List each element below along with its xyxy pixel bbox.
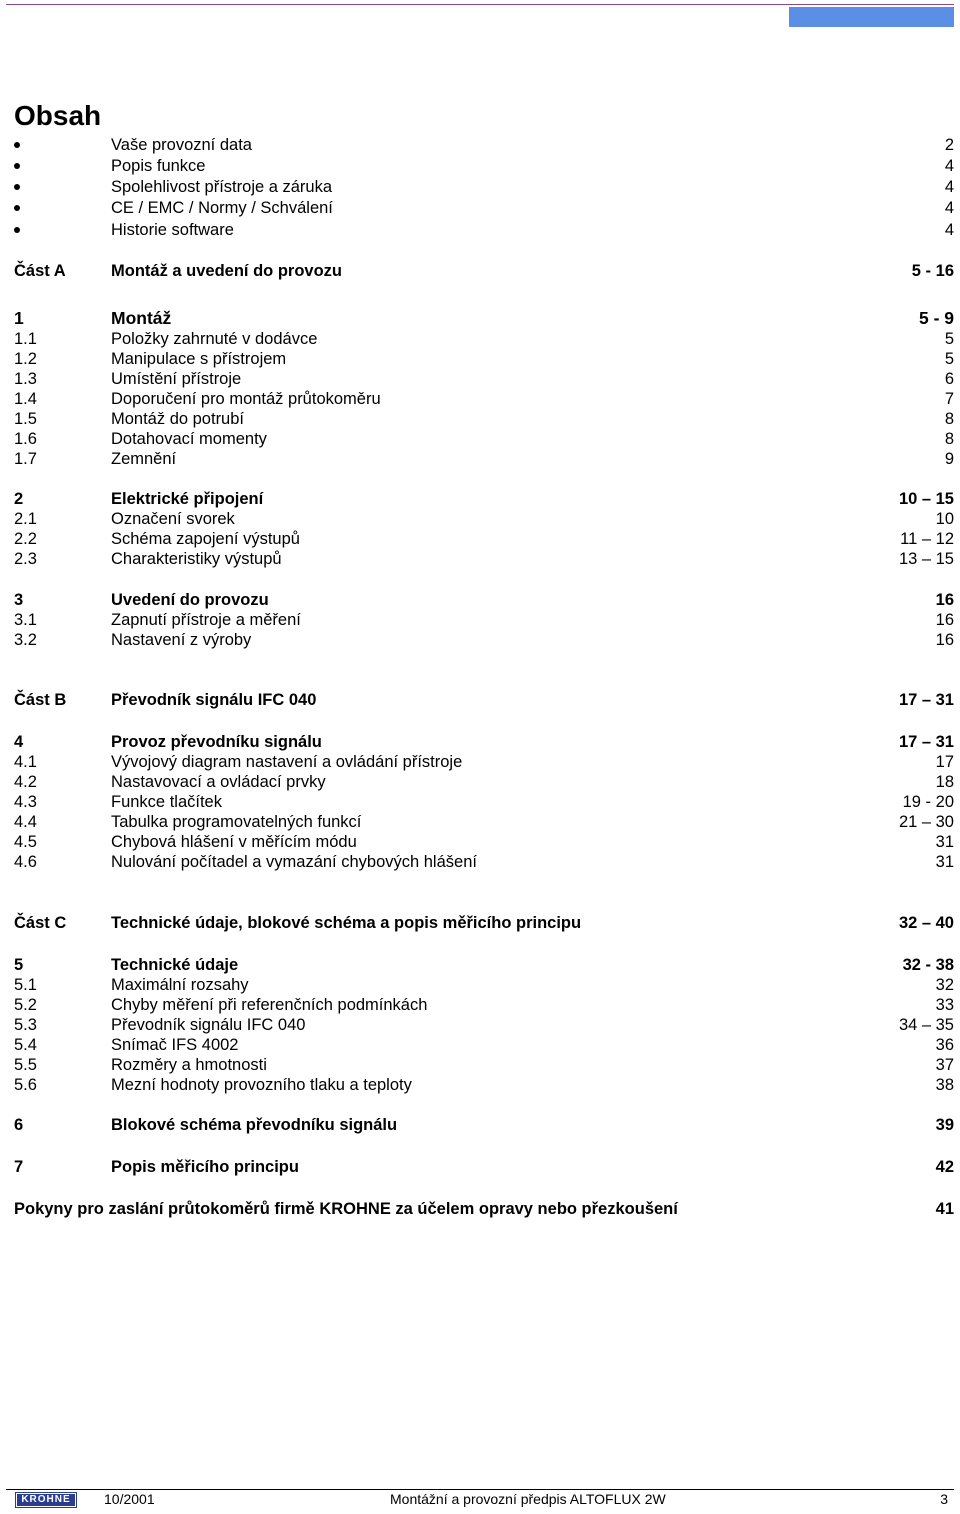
- toc-entry[interactable]: Popis funkce 4: [0, 156, 960, 176]
- toc-entry[interactable]: 1.1 Položky zahrnuté v dodávce 5: [14, 330, 954, 348]
- toc-entry[interactable]: Vaše provozní data 2: [0, 135, 960, 155]
- header-accent-bar: [789, 7, 954, 27]
- toc-entry[interactable]: 5.5 Rozměry a hmotnosti 37: [14, 1056, 954, 1074]
- toc-final-entry[interactable]: Pokyny pro zaslání průtokoměrů firmě KROHNE za účelem opravy nebo přezkoušení 41: [14, 1200, 954, 1218]
- toc-entry[interactable]: 3.1 Zapnutí přístroje a měření 16: [14, 611, 954, 629]
- toc-entry[interactable]: 2.3 Charakteristiky výstupů 13 – 15: [14, 550, 954, 568]
- toc-entry[interactable]: 4.1 Vývojový diagram nastavení a ovládání přístroje 17: [14, 753, 954, 771]
- header-rule: [6, 4, 954, 5]
- toc-entry[interactable]: 1.2 Manipulace s přístrojem 5: [14, 350, 954, 368]
- toc-entry[interactable]: 4.5 Chybová hlášení v měřícím módu 31: [14, 833, 954, 851]
- toc-entry[interactable]: 5.6 Mezní hodnoty provozního tlaku a teploty 38: [14, 1076, 954, 1094]
- bullet-icon: [14, 184, 20, 190]
- toc-entry[interactable]: 5.2 Chyby měření při referenčních podmínkách 33: [14, 996, 954, 1014]
- bullet-icon: [14, 163, 20, 169]
- toc-entry[interactable]: 4.6 Nulování počítadel a vymazání chybových hlášení 31: [14, 853, 954, 871]
- toc-part-c[interactable]: Část C Technické údaje, blokové schéma a popis měřicího principu 32 – 40: [14, 914, 954, 932]
- toc-entry[interactable]: 1.3 Umístění přístroje 6: [14, 370, 954, 388]
- bullet-icon: [14, 142, 20, 148]
- toc-entry[interactable]: 2.1 Označení svorek 10: [14, 510, 954, 528]
- toc-entry[interactable]: Historie software 4: [0, 220, 960, 240]
- krohne-logo: KROHNE: [15, 1492, 77, 1508]
- footer-page-number: 3: [940, 1491, 948, 1507]
- toc-entry[interactable]: 1.5 Montáž do potrubí 8: [14, 410, 954, 428]
- toc-entry[interactable]: 5.4 Snímač IFS 4002 36: [14, 1036, 954, 1054]
- toc-chapter-7[interactable]: 7 Popis měřicího principu 42: [14, 1158, 954, 1176]
- toc-entry[interactable]: 5.3 Převodník signálu IFC 040 34 – 35: [14, 1016, 954, 1034]
- toc-chapter-2[interactable]: 2 Elektrické připojení 10 – 15: [14, 490, 954, 508]
- page-title: Obsah: [14, 100, 102, 131]
- toc-chapter-1[interactable]: 1 Montáž 5 - 9: [14, 308, 954, 328]
- toc-chapter-3[interactable]: 3 Uvedení do provozu 16: [14, 591, 954, 609]
- toc-entry[interactable]: 4.2 Nastavovací a ovládací prvky 18: [14, 773, 954, 791]
- toc-entry[interactable]: 4.4 Tabulka programovatelných funkcí 21 – 30: [14, 813, 954, 831]
- toc-entry[interactable]: CE / EMC / Normy / Schválení 4: [0, 198, 960, 218]
- toc-entry[interactable]: 5.1 Maximální rozsahy 32: [14, 976, 954, 994]
- toc-entry[interactable]: Spolehlivost přístroje a záruka 4: [0, 177, 960, 197]
- footer-document-title: Montážní a provozní předpis ALTOFLUX 2W: [390, 1491, 666, 1507]
- bullet-icon: [14, 205, 20, 211]
- toc-part-b[interactable]: Část B Převodník signálu IFC 040 17 – 31: [14, 691, 954, 709]
- toc-entry[interactable]: 4.3 Funkce tlačítek 19 - 20: [14, 793, 954, 811]
- toc-part-a[interactable]: Část A Montáž a uvedení do provozu 5 - 16: [14, 262, 954, 280]
- toc-chapter-5[interactable]: 5 Technické údaje 32 - 38: [14, 956, 954, 974]
- footer-date: 10/2001: [104, 1491, 155, 1507]
- toc-entry[interactable]: 1.6 Dotahovací momenty 8: [14, 430, 954, 448]
- toc-entry[interactable]: 1.4 Doporučení pro montáž průtokoměru 7: [14, 390, 954, 408]
- toc-entry[interactable]: 3.2 Nastavení z výroby 16: [14, 631, 954, 649]
- footer-rule: [6, 1489, 954, 1490]
- toc-chapter-6[interactable]: 6 Blokové schéma převodníku signálu 39: [14, 1116, 954, 1134]
- toc-entry[interactable]: 1.7 Zemnění 9: [14, 450, 954, 468]
- bullet-icon: [14, 227, 20, 233]
- toc-chapter-4[interactable]: 4 Provoz převodníku signálu 17 – 31: [14, 733, 954, 751]
- toc-entry[interactable]: 2.2 Schéma zapojení výstupů 11 – 12: [14, 530, 954, 548]
